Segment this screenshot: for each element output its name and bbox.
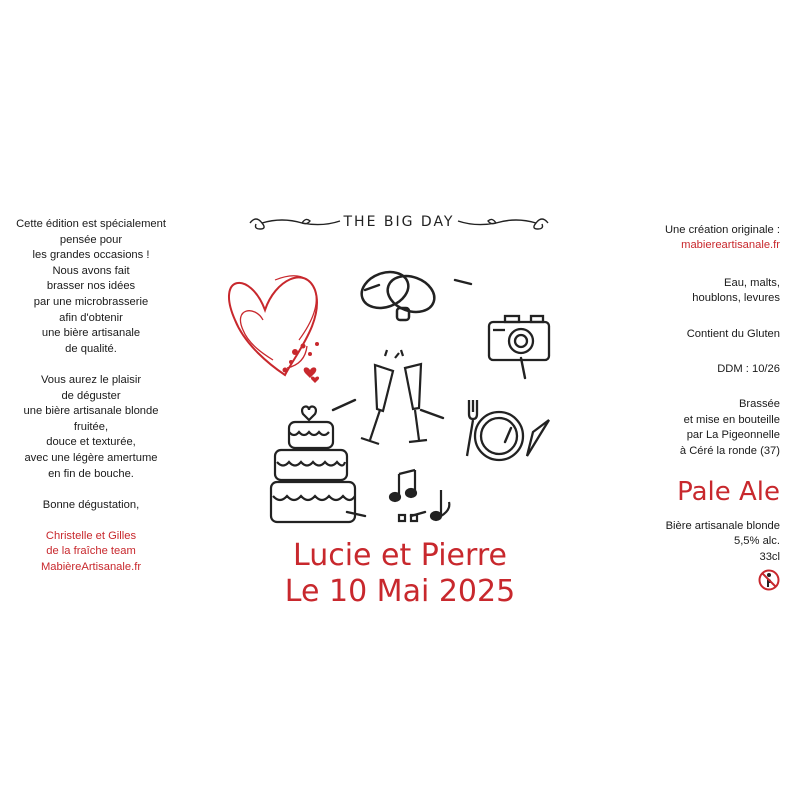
pregnancy-warning-icon xyxy=(758,569,780,591)
wedding-rings-icon xyxy=(357,266,440,320)
ingredients: Eau, malts, houblons, levures xyxy=(692,276,780,305)
best-before: DDM : 10/26 xyxy=(717,363,780,376)
hearts-icon xyxy=(229,276,319,383)
paragraph-intro: Cette édition est spécialement pensée pour les grandes occasions ! Nous avons fait brasser nos idées par une microbrasserie afin d'obtenir une bière artisanale de qualité. xyxy=(16,218,166,355)
date-line: Le 10 Mai 2025 xyxy=(284,574,516,609)
gluten-notice: Contient du Gluten xyxy=(686,327,780,340)
camera-icon xyxy=(489,316,549,360)
wedding-cake-icon xyxy=(271,407,355,522)
beer-name: Pale Ale xyxy=(677,477,780,508)
signature: Christelle et Gilles de la fraîche team MabièreArtisanale.fr xyxy=(40,529,142,574)
creation-block xyxy=(610,223,780,254)
big-day-title: THE BIG DAY xyxy=(343,214,455,230)
paragraph-greeting: Bonne dégustation, xyxy=(42,498,140,511)
right-info xyxy=(610,223,780,591)
big-day-header xyxy=(246,208,552,238)
plate-cutlery-icon xyxy=(467,400,549,460)
brewer-info: Brassée et mise en bouteille par La Pigeonnelle à Céré la ronde (37) xyxy=(679,398,780,457)
paragraph-tasting: Vous aurez le plaisir de déguster une bière artisanale blonde fruitée, douce et texturée, avec une légère amertume en fin de bouche. xyxy=(23,373,159,480)
wedding-illustration xyxy=(215,250,585,535)
creation-label: Une création originale : xyxy=(664,224,780,236)
left-description xyxy=(10,217,172,591)
champagne-glasses-icon xyxy=(361,350,427,444)
website-link[interactable]: mabiereartisanale.fr xyxy=(681,239,780,252)
names-line: Lucie et Pierre xyxy=(293,538,507,573)
beer-details: Bière artisanale blonde 5,5% alc. 33cl xyxy=(665,520,780,563)
